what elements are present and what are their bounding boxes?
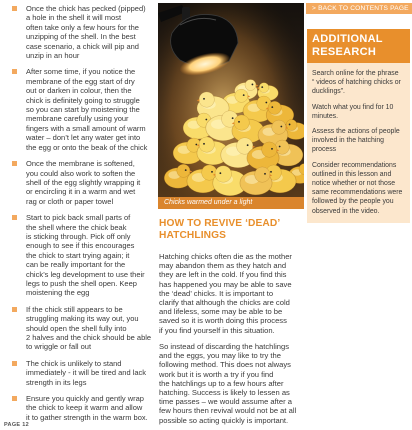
back-to-contents-link[interactable]: > BACK TO CONTENTS PAGE	[306, 3, 412, 14]
step-text: If the chick still appears to be struggling making its way out, you should open the shell fully into 2 halves and the chick should be able to wriggle or fall out	[26, 304, 152, 352]
step-item	[0, 305, 158, 352]
step-item	[0, 67, 158, 152]
step-text: The chick is unlikely to stand immediately - it will be tired and lack strength in its legs	[26, 358, 147, 387]
section-heading: HOW TO REVIVE ‘DEAD’ HATCHLINGS	[159, 218, 280, 241]
page-number: PAGE 12	[4, 422, 29, 428]
square-bullet-icon	[12, 215, 17, 220]
chicks-photo	[158, 3, 304, 209]
body-paragraph: So instead of discarding the hatchlings and the eggs, you may like to try the following method. This does not always work but it is worth a try if you find the hatchlings up to a few hours after hatching. Success is likely to lessen as time passes – we would assume after a few hours then revival would not be at all possible so acting quickly is important.	[159, 342, 297, 425]
research-item: Search online for the phrase “ videos of hatching chicks or ducklings”.	[312, 70, 401, 96]
square-bullet-icon	[12, 361, 17, 366]
chicks-under-lamp-image	[158, 3, 304, 209]
step-text: Once the membrane is softened, you could also work to soften the shell of the egg slightly wrapping it or encircling it in a warm and wet rag or cloth or paper towel	[26, 159, 141, 206]
research-heading: ADDITIONAL RESEARCH	[307, 29, 410, 63]
square-bullet-icon	[12, 396, 17, 401]
step-item	[0, 4, 158, 60]
research-body	[307, 63, 410, 223]
research-item: Assess the actions of people involved in the hatching process	[312, 128, 400, 154]
square-bullet-icon	[12, 161, 17, 166]
step-text: Ensure you quickly and gently wrap the chick to keep it warm and allow it to gather strength in the warm box.	[26, 394, 148, 422]
step-item	[0, 359, 158, 387]
square-bullet-icon	[12, 6, 17, 11]
additional-research-panel	[307, 29, 410, 223]
step-item	[0, 394, 158, 422]
step-list	[0, 4, 158, 422]
square-bullet-icon	[12, 69, 17, 74]
step-text: Start to pick back small parts of the shell where the chick beak is sticking through. Pick off only enough to see if this encourages the chick to start trying again; it can be really important for the chick’s leg development to use their legs to push the shell open. Keep moistening the egg	[26, 213, 145, 298]
body-paragraph: Hatching chicks often die as the mother may abandon them as they hatch and they are left in the cold. If you find this has happened you may be able to save the ‘dead’ chicks. It is important to clarify that although the chicks are cold and lifeless, some may be able to be saved so it is worth doing this process if you find yourself in this situation.	[159, 252, 292, 335]
research-item: Consider recommendations outlined in this lesson and notice whether or not those same recommendations were followed by the people you observed in the video.	[312, 161, 403, 215]
steps-column	[0, 4, 158, 429]
research-item: Watch what you find for 10 minutes.	[312, 103, 394, 120]
step-text: After some time, if you notice the membrane of the egg start of dry out or darken in colour, then the chick is definitely going to struggle so you can start by moistening the membrane carefully using your fingers with a small amount of warm water – don’t let any water get into the egg or onto the beak of the chick	[26, 67, 148, 152]
photo-caption: Chicks warmed under a light	[158, 197, 304, 209]
step-item	[0, 213, 158, 298]
step-text: Once the chick has pecked (pipped) a hole in the shell it will most often take only a few hours for the unzipping of the shell. In the best case scenario, a chick will pip and unzip in an hour	[26, 4, 146, 61]
square-bullet-icon	[12, 307, 17, 312]
step-item	[0, 159, 158, 206]
